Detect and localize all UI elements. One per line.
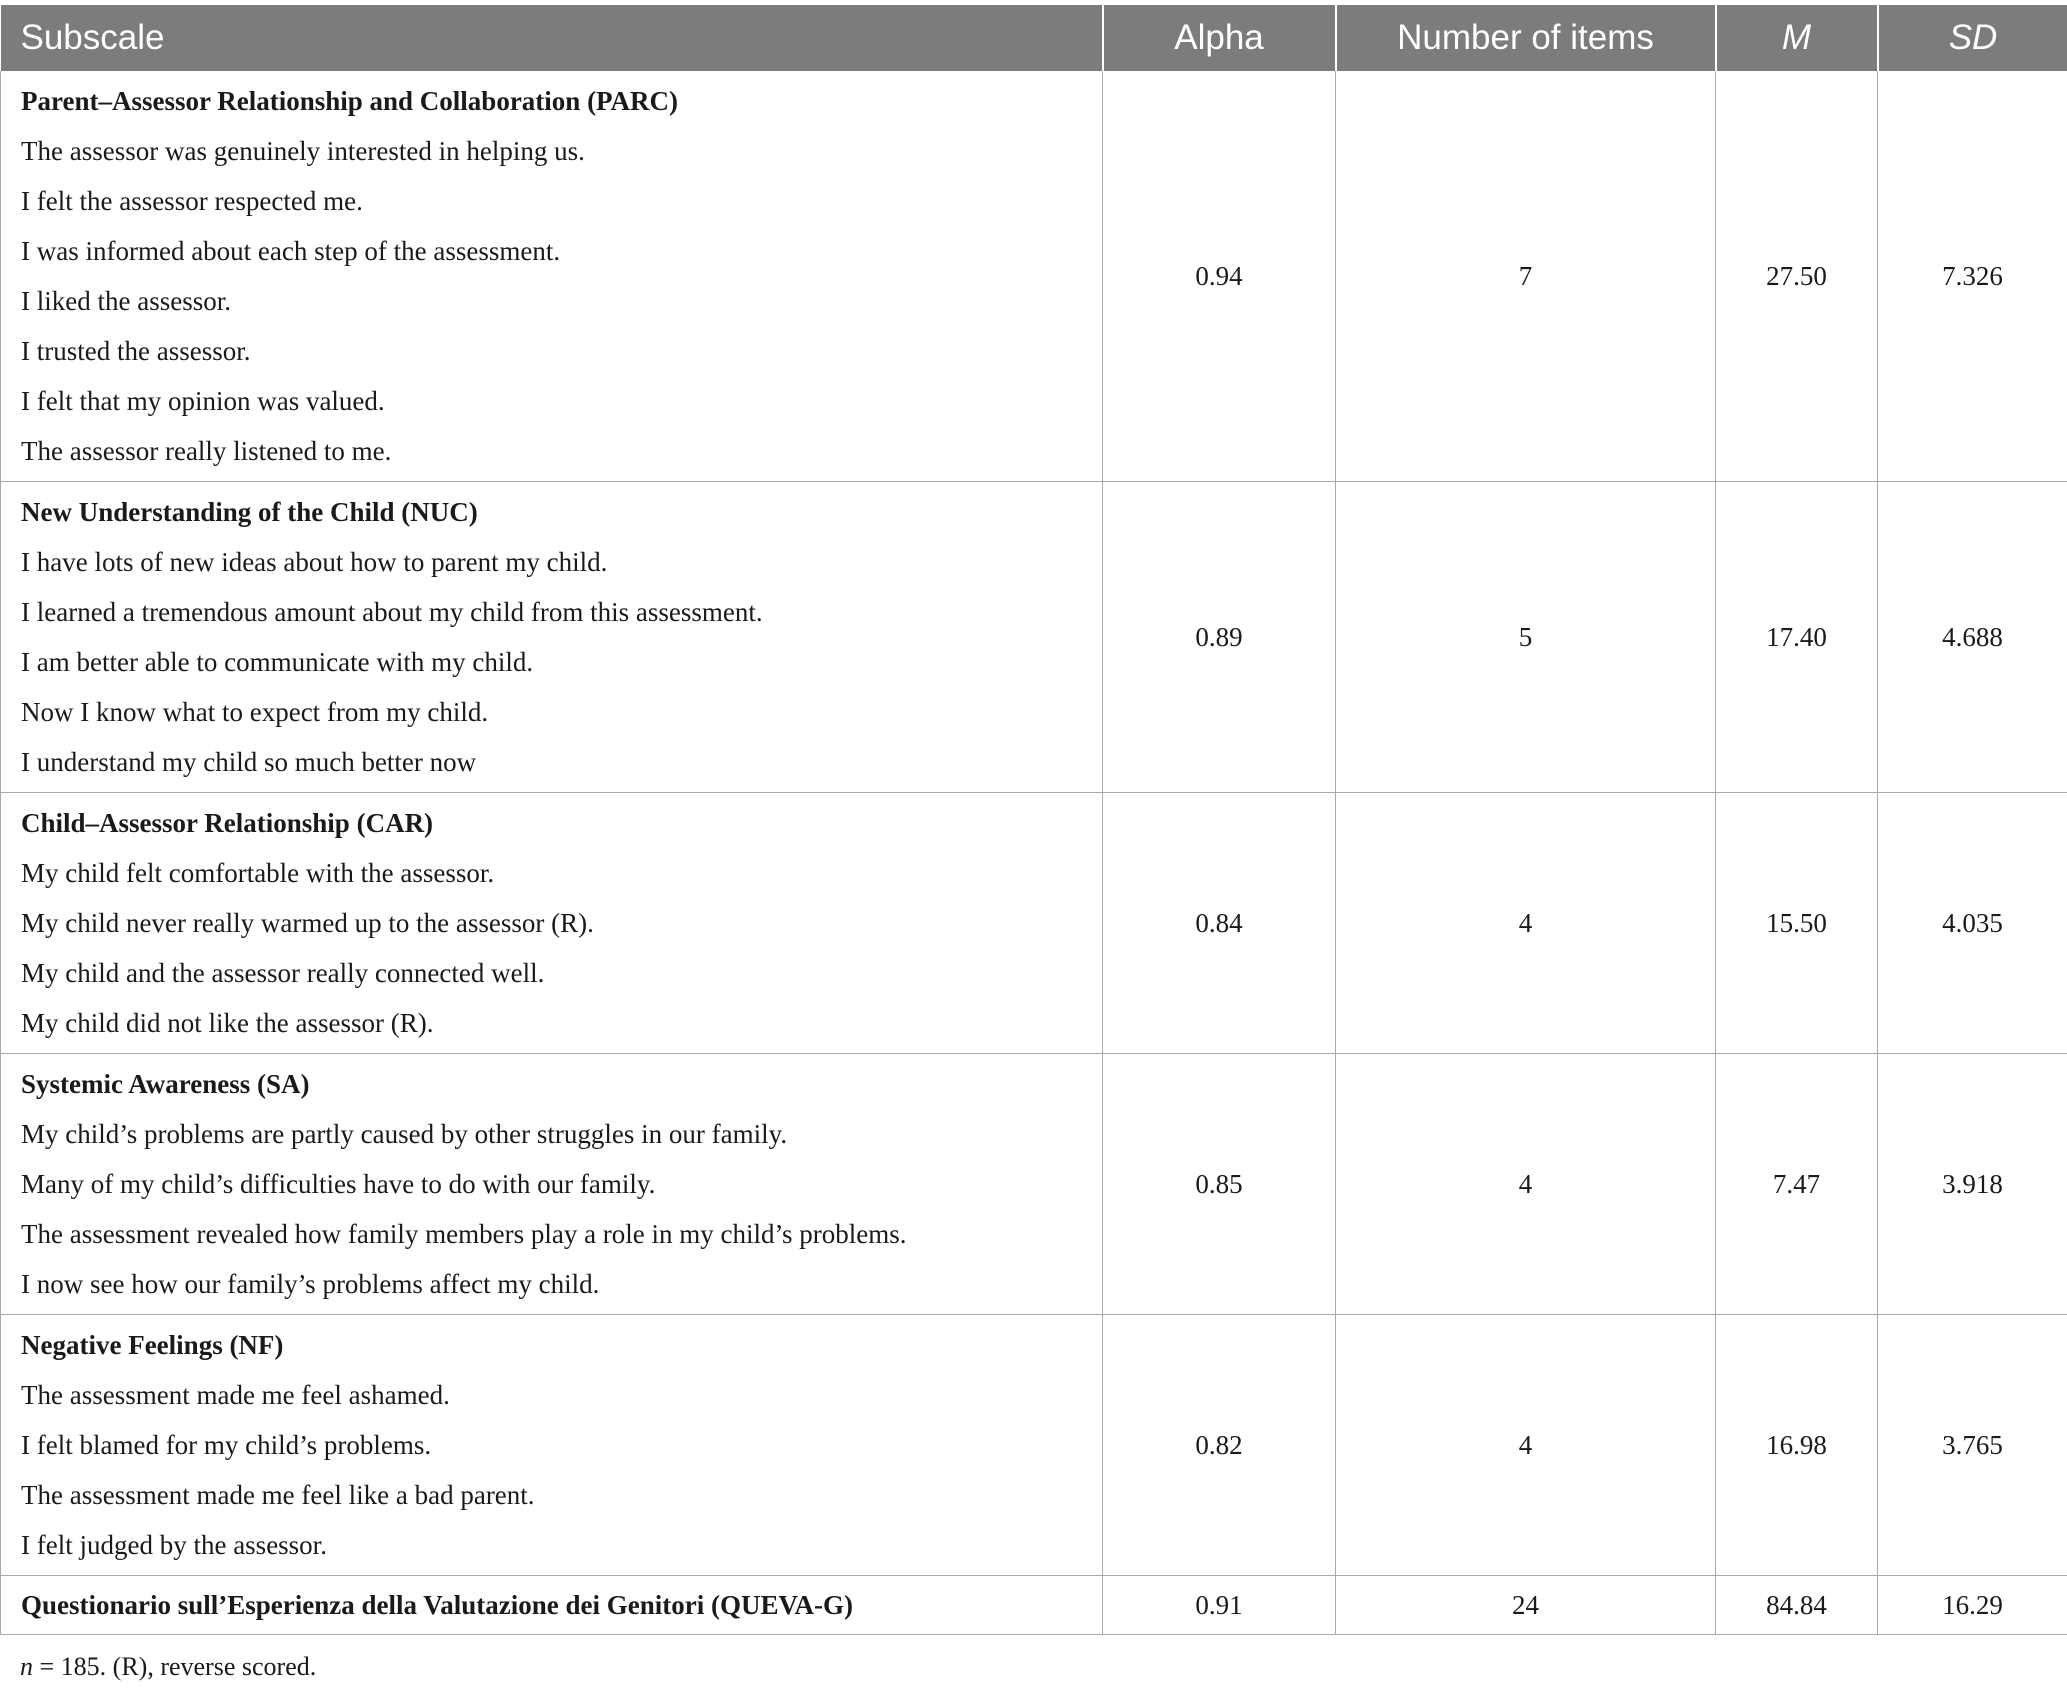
subscale-group-row [1, 1315, 2067, 1576]
header-row [1, 5, 2067, 71]
total-number-of-items: 24 [1336, 1576, 1716, 1635]
sd-value: 7.326 [1878, 71, 2067, 482]
total-row [1, 1576, 2067, 1635]
subscale-item: The assessor was genuinely interested in helping us. [21, 136, 585, 166]
number-of-items-value: 5 [1336, 482, 1716, 793]
subscale-item: I am better able to communicate with my child. [21, 647, 534, 677]
subscale-heading: New Understanding of the Child (NUC) [21, 497, 478, 527]
subscale-heading: Child–Assessor Relationship (CAR) [21, 808, 434, 838]
total-alpha: 0.91 [1103, 1576, 1336, 1635]
subscale-item: The assessment made me feel ashamed. [21, 1380, 450, 1410]
subscale-item: The assessment made me feel like a bad parent. [21, 1480, 535, 1510]
header-alpha: Alpha [1103, 5, 1336, 71]
number-of-items-value: 7 [1336, 71, 1716, 482]
subscale-reliability-table [0, 5, 2067, 1635]
table-header [1, 5, 2067, 71]
subscale-item: I have lots of new ideas about how to parent my child. [21, 547, 608, 577]
subscale-group-row [1, 482, 2067, 793]
alpha-value: 0.85 [1103, 1054, 1336, 1315]
sd-value: 4.688 [1878, 482, 2067, 793]
subscale-item: I felt that my opinion was valued. [21, 386, 385, 416]
mean-value: 16.98 [1716, 1315, 1878, 1576]
subscale-heading: Negative Feelings (NF) [21, 1330, 284, 1360]
subscale-cell [1, 482, 1103, 793]
subscale-item: My child’s problems are partly caused by other struggles in our family. [21, 1119, 788, 1149]
header-sd: SD [1878, 5, 2067, 71]
mean-value: 15.50 [1716, 793, 1878, 1054]
subscale-heading: Parent–Assessor Relationship and Collaboration (PARC) [21, 86, 679, 116]
footnote-n-symbol: n [20, 1652, 33, 1681]
subscale-item: The assessment revealed how family members play a role in my child’s problems. [21, 1219, 907, 1249]
subscale-group-row [1, 1054, 2067, 1315]
header-number-of-items: Number of items [1336, 5, 1716, 71]
alpha-value: 0.94 [1103, 71, 1336, 482]
subscale-item: The assessor really listened to me. [21, 436, 392, 466]
subscale-item: I now see how our family’s problems affect my child. [21, 1269, 600, 1299]
total-sd: 16.29 [1878, 1576, 2067, 1635]
mean-value: 27.50 [1716, 71, 1878, 482]
subscale-item: My child did not like the assessor (R). [21, 1008, 434, 1038]
subscale-cell [1, 1054, 1103, 1315]
sd-value: 3.765 [1878, 1315, 2067, 1576]
subscale-item: I was informed about each step of the assessment. [21, 236, 561, 266]
sd-value: 3.918 [1878, 1054, 2067, 1315]
subscale-item: I learned a tremendous amount about my child from this assessment. [21, 597, 763, 627]
total-subscale-title: Questionario sull’Esperienza della Valutazione dei Genitori (QUEVA-G) [1, 1576, 1103, 1635]
footnote-text: = 185. (R), reverse scored. [33, 1652, 317, 1681]
alpha-value: 0.82 [1103, 1315, 1336, 1576]
subscale-item: I felt blamed for my child’s problems. [21, 1430, 432, 1460]
table-body [1, 71, 2067, 1635]
sd-value: 4.035 [1878, 793, 2067, 1054]
subscale-cell [1, 1315, 1103, 1576]
number-of-items-value: 4 [1336, 793, 1716, 1054]
subscale-cell [1, 71, 1103, 482]
subscale-item: My child felt comfortable with the assessor. [21, 858, 495, 888]
header-subscale: Subscale [1, 5, 1103, 71]
subscale-item: Many of my child’s difficulties have to do with our family. [21, 1169, 656, 1199]
header-m: M [1716, 5, 1878, 71]
subscale-item: I felt judged by the assessor. [21, 1530, 327, 1560]
mean-value: 7.47 [1716, 1054, 1878, 1315]
subscale-item: I understand my child so much better now [21, 747, 477, 777]
subscale-heading: Systemic Awareness (SA) [21, 1069, 310, 1099]
alpha-value: 0.84 [1103, 793, 1336, 1054]
subscale-item: I liked the assessor. [21, 286, 231, 316]
subscale-group-row [1, 71, 2067, 482]
subscale-item: I felt the assessor respected me. [21, 186, 363, 216]
subscale-item: My child never really warmed up to the assessor (R). [21, 908, 594, 938]
subscale-item: Now I know what to expect from my child. [21, 697, 489, 727]
number-of-items-value: 4 [1336, 1054, 1716, 1315]
subscale-group-row [1, 793, 2067, 1054]
subscale-cell [1, 793, 1103, 1054]
subscale-item: I trusted the assessor. [21, 336, 251, 366]
table-footnote [20, 1652, 316, 1682]
alpha-value: 0.89 [1103, 482, 1336, 793]
total-m: 84.84 [1716, 1576, 1878, 1635]
subscale-table-container [0, 5, 2067, 1635]
subscale-item: My child and the assessor really connected well. [21, 958, 545, 988]
number-of-items-value: 4 [1336, 1315, 1716, 1576]
mean-value: 17.40 [1716, 482, 1878, 793]
